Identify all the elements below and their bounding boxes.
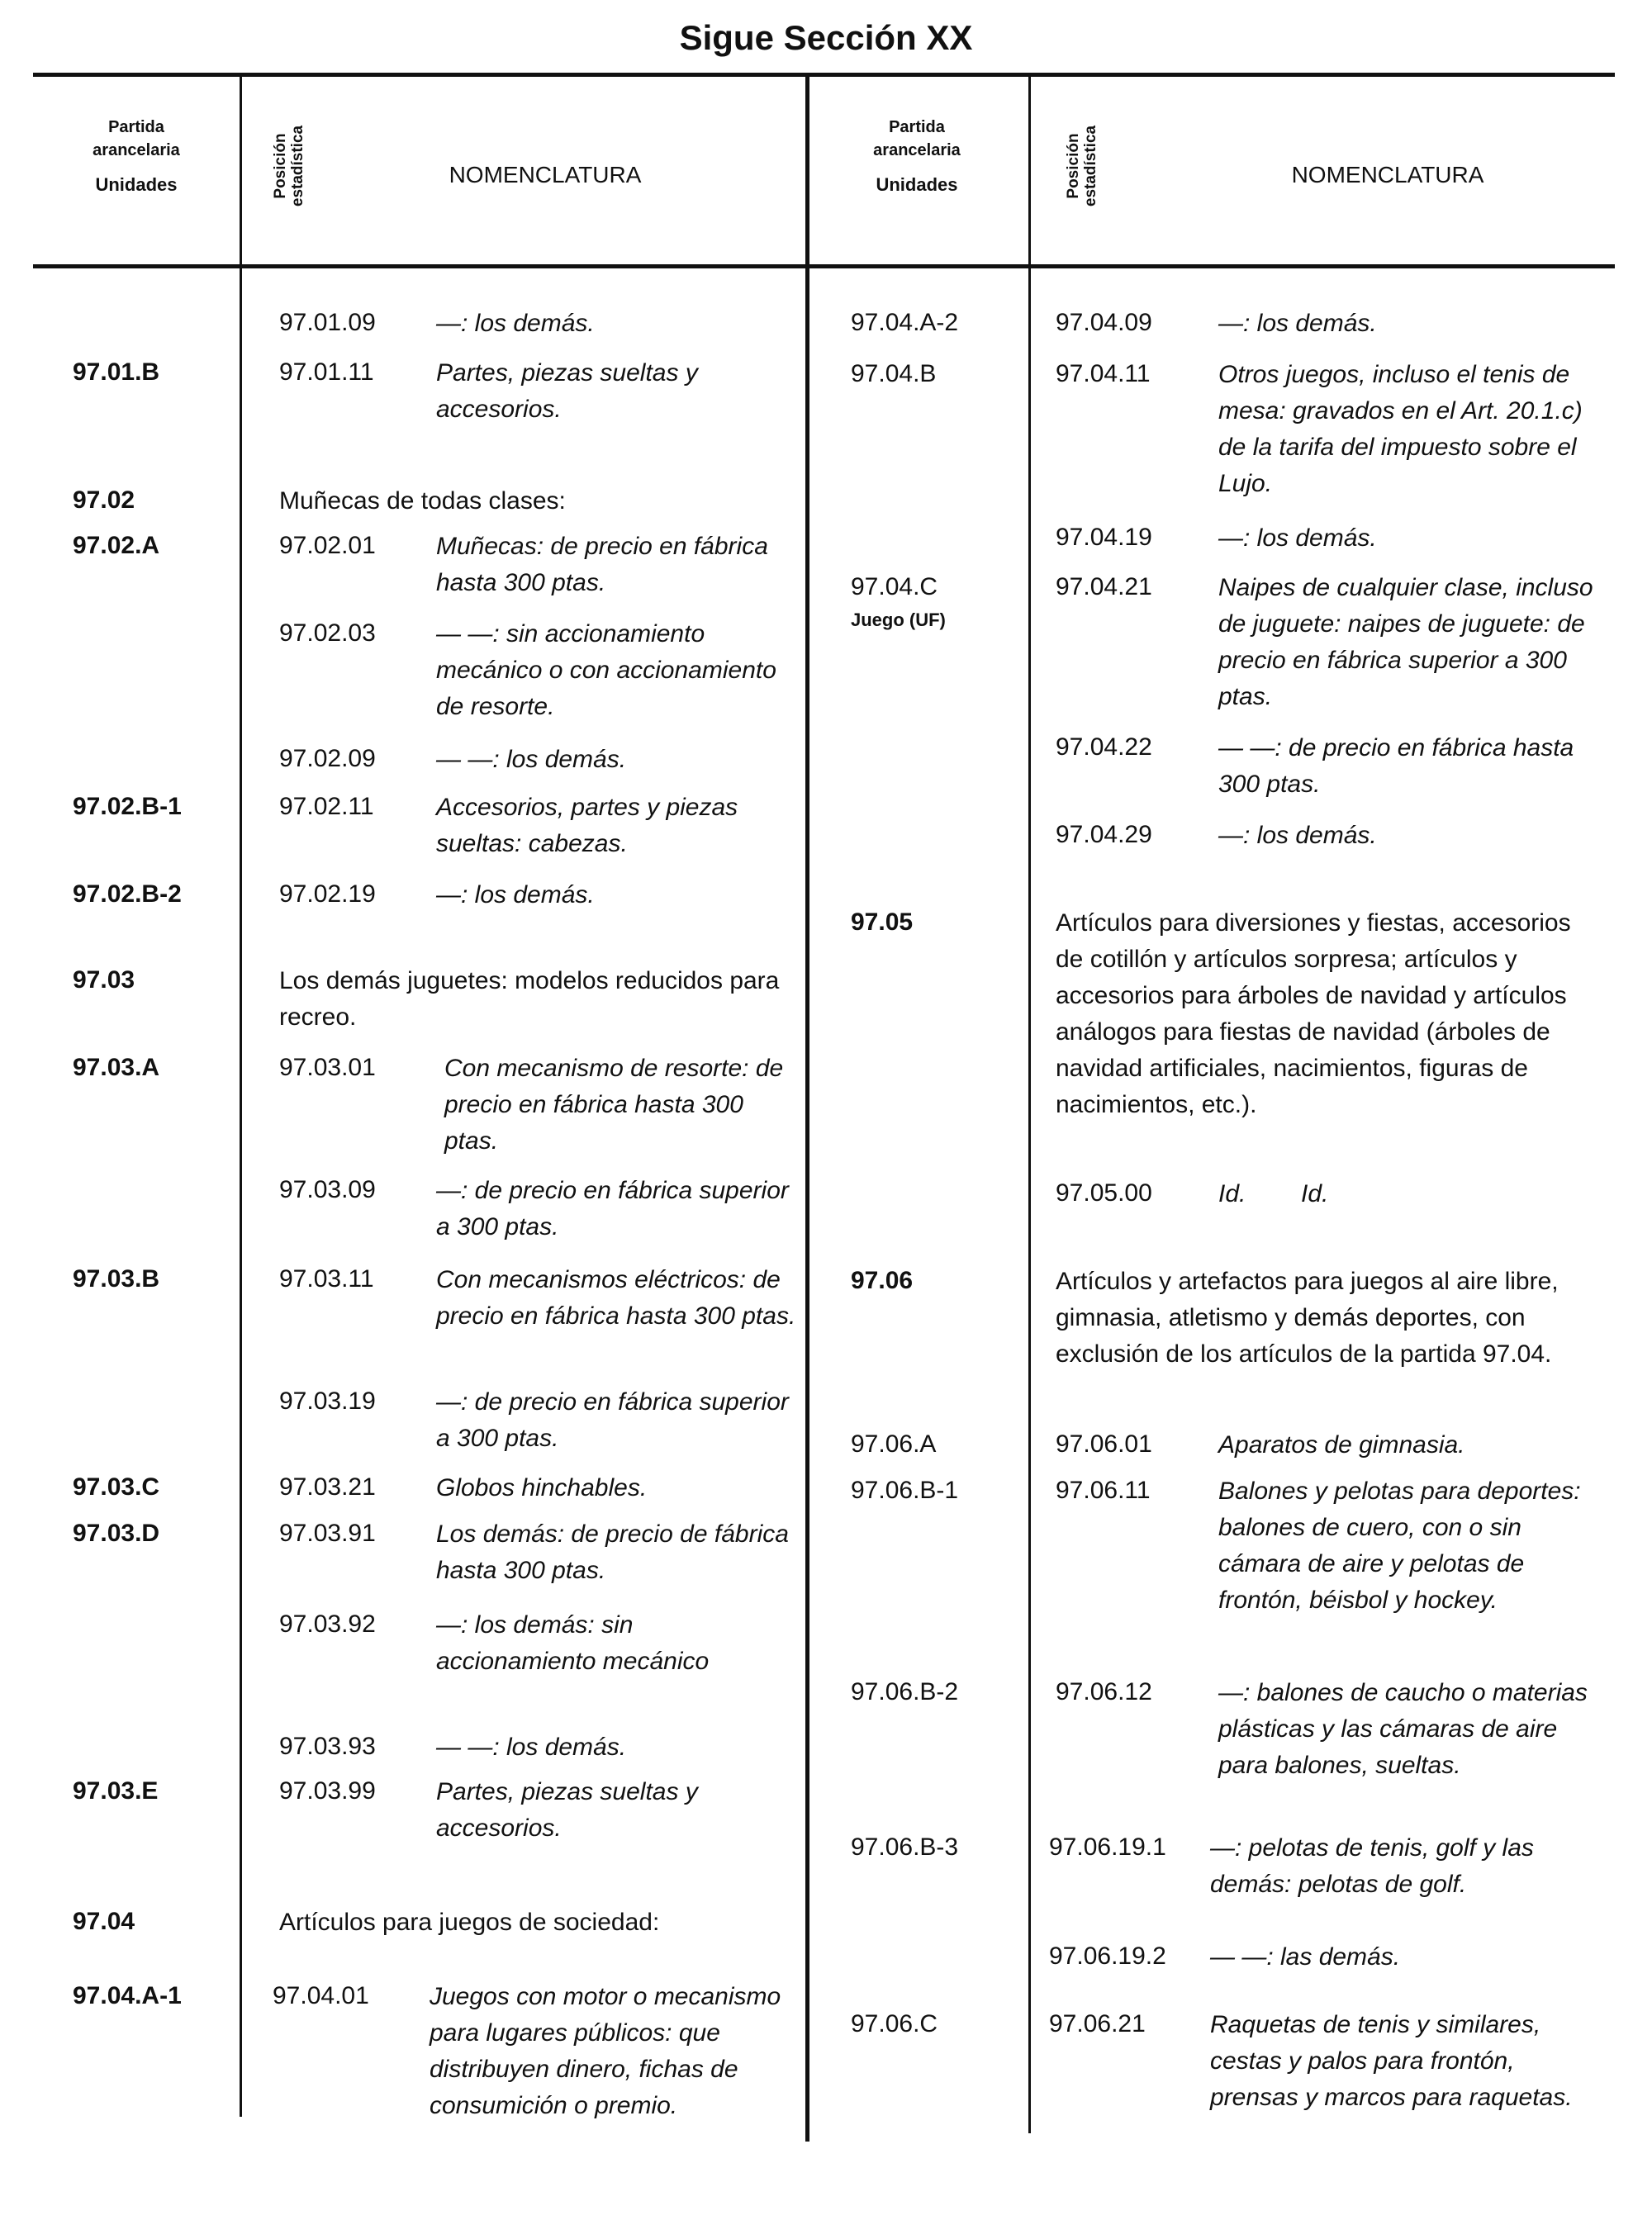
description: —: los demás. (1218, 524, 1377, 552)
stat-code: 97.01.11 (279, 358, 374, 386)
description: —: los demás. (1218, 310, 1377, 337)
header-nomenclatura: NOMENCLATURA (1291, 162, 1484, 187)
partida-code: 97.04.B (851, 360, 937, 387)
description: — —: los demás. (436, 1734, 627, 1761)
stat-code: 97.02.01 (279, 532, 376, 559)
stat-code: 97.03.91 (279, 1520, 376, 1547)
stat-code: 97.04.01 (273, 1982, 369, 2009)
heading-description: Artículos para diversiones y fiestas, accesorios de cotillón y artículos sorpresa; artículos y accesorios para árboles de navidad y artículos análogos para fiestas de navidad (árboles de navidad artificiales, nacimientos, figuras de nacimientos, etc.). (1056, 909, 1571, 1118)
partida-code: 97.05 (851, 908, 914, 936)
heading-description: Artículos y artefactos para juegos al aire libre, gimnasia, atletismo y demás deportes, con exclusión de los artículos de la partida 97.04. (1056, 1268, 1559, 1368)
stat-code: 97.03.21 (279, 1473, 376, 1501)
header-partida (50, 116, 223, 197)
stat-code: 97.04.21 (1056, 573, 1152, 600)
description: Accesorios, partes y piezas sueltas: cabezas. (436, 794, 738, 857)
center-divider (805, 77, 809, 2142)
header-unidades: Unidades (876, 174, 958, 195)
header-posicion-label: estadística (1082, 125, 1099, 207)
stat-code: 97.03.93 (279, 1733, 376, 1760)
stat-code: 97.06.12 (1056, 1678, 1152, 1705)
stat-code: 97.06.01 (1056, 1430, 1152, 1458)
description: Balones y pelotas para deportes: balones de cuero, con o sin cámara de aire y pelotas de frontón, béisbol y hockey. (1218, 1478, 1581, 1614)
description: Con mecanismos eléctricos: de precio en fábrica hasta 300 ptas. (436, 1266, 796, 1330)
partida-code: 97.03.C (73, 1473, 160, 1501)
column-divider (240, 77, 242, 2117)
stat-code: 97.03.01 (279, 1054, 376, 1081)
page-title: Sigue Sección XX (679, 18, 973, 57)
partida-code: 97.02.B-2 (73, 880, 182, 908)
header-posicion (272, 100, 306, 232)
stat-code: 97.03.92 (279, 1610, 376, 1638)
description: Partes, piezas sueltas y accesorios. (436, 359, 698, 423)
partida-code: 97.04 (73, 1908, 135, 1935)
header-unidades: Unidades (95, 174, 178, 195)
stat-code: 97.06.21 (1049, 2010, 1146, 2037)
stat-code: 97.01.09 (279, 309, 376, 336)
partida-code: 97.06.C (851, 2010, 938, 2037)
description: —: de precio en fábrica superior a 300 ptas. (436, 1177, 789, 1240)
stat-code: 97.04.22 (1056, 733, 1152, 761)
header-posicion (1065, 100, 1099, 232)
header-posicion-label: estadística (289, 125, 306, 207)
stat-code: 97.02.03 (279, 619, 376, 647)
partida-code: 97.04.C (851, 573, 938, 600)
header-partida-label: arancelaria (93, 141, 180, 159)
description: —: los demás: sin accionamiento mecánico (436, 1611, 710, 1675)
stat-code: 97.02.09 (279, 745, 376, 772)
description: Con mecanismo de resorte: de precio en fábrica hasta 300 ptas. (444, 1055, 784, 1155)
header-nomenclatura: NOMENCLATURA (449, 162, 642, 187)
description: Juegos con motor o mecanismo para lugares públicos: que distribuyen dinero, fichas de consumición o premio. (430, 1983, 781, 2119)
description: — —: las demás. (1210, 1943, 1401, 1971)
description: Naipes de cualquier clase, incluso de juguete: naipes de juguete: de precio en fábrica superior a 300 ptas. (1218, 574, 1593, 710)
header-partida-label: Partida (889, 118, 945, 136)
description: Otros juegos, incluso el tenis de mesa: gravados en el Art. 20.1.c) de la tarifa del impuesto sobre el Lujo. (1218, 361, 1583, 497)
stat-code: 97.03.99 (279, 1777, 376, 1805)
partida-code: 97.06.B-3 (851, 1833, 959, 1861)
partida-code: 97.01.B (73, 358, 160, 386)
header-partida-label: arancelaria (873, 141, 961, 159)
description: Partes, piezas sueltas y accesorios. (436, 1778, 698, 1842)
description: — —: de precio en fábrica hasta 300 ptas. (1218, 734, 1574, 798)
stat-code: 97.04.19 (1056, 524, 1152, 551)
description: Raquetas de tenis y similares, cestas y palos para frontón, prensas y marcos para raquetas. (1210, 2011, 1573, 2111)
top-rule (33, 73, 1615, 77)
description: —: pelotas de tenis, golf y las demás: pelotas de golf. (1210, 1834, 1534, 1898)
header-posicion-label: Posición (1065, 133, 1082, 199)
stat-code: 97.03.11 (279, 1265, 374, 1293)
stat-code: 97.06.19.1 (1049, 1833, 1166, 1861)
description: Muñecas: de precio en fábrica hasta 300 ptas. (436, 533, 768, 596)
partida-code: 97.03.B (73, 1265, 160, 1293)
heading-description: Muñecas de todas clases: (279, 487, 566, 515)
stat-code: 97.02.11 (279, 793, 374, 820)
partida-code: 97.03.E (73, 1777, 159, 1805)
header-posicion-label: Posición (272, 133, 289, 199)
description: Los demás: de precio de fábrica hasta 300 ptas. (436, 1520, 789, 1584)
description: Aparatos de gimnasia. (1218, 1431, 1465, 1459)
stat-code: 97.05.00 (1056, 1179, 1152, 1207)
column-divider (1028, 77, 1031, 2133)
description: — —: los demás. (436, 746, 627, 773)
stat-code: 97.06.19.2 (1049, 1942, 1166, 1970)
description: —: balones de caucho o materias plásticas y las cámaras de aire para balones, sueltas. (1218, 1679, 1588, 1779)
header-partida (830, 116, 1004, 197)
partida-code: 97.06.B-1 (851, 1477, 959, 1504)
stat-code: 97.04.09 (1056, 309, 1152, 336)
description: Globos hinchables. (436, 1474, 648, 1501)
partida-code: 97.03.D (73, 1520, 160, 1547)
header-rule (33, 264, 1615, 268)
partida-code: 97.06.B-2 (851, 1678, 959, 1705)
stat-code: 97.04.29 (1056, 821, 1152, 848)
heading-description: Los demás juguetes: modelos reducidos para recreo. (279, 967, 780, 1031)
description: —: de precio en fábrica superior a 300 ptas. (436, 1388, 789, 1452)
stat-code: 97.03.09 (279, 1176, 376, 1203)
partida-code: 97.02 (73, 486, 135, 514)
heading-description: Artículos para juegos de sociedad: (279, 1909, 660, 1936)
partida-code: 97.03 (73, 966, 135, 994)
stat-code: 97.03.19 (279, 1388, 376, 1415)
stat-code: 97.04.11 (1056, 360, 1151, 387)
stat-code: 97.02.19 (279, 880, 376, 908)
partida-code: 97.02.B-1 (73, 793, 182, 820)
description: —: los demás. (1218, 822, 1377, 849)
description: — —: sin accionamiento mecánico o con accionamiento de resorte. (436, 620, 776, 720)
partida-code: 97.04.A-2 (851, 309, 959, 336)
description: Id. Id. (1218, 1180, 1329, 1207)
stat-code: 97.06.11 (1056, 1477, 1151, 1504)
partida-code: 97.02.A (73, 532, 160, 559)
partida-code: 97.06 (851, 1267, 914, 1294)
partida-code: 97.04.A-1 (73, 1982, 182, 2009)
description: —: los demás. (436, 310, 595, 337)
header-partida-label: Partida (108, 118, 164, 136)
partida-code: 97.06.A (851, 1430, 937, 1458)
description: —: los demás. (436, 881, 595, 908)
unit-label: Juego (UF) (851, 610, 946, 630)
partida-code: 97.03.A (73, 1054, 160, 1081)
